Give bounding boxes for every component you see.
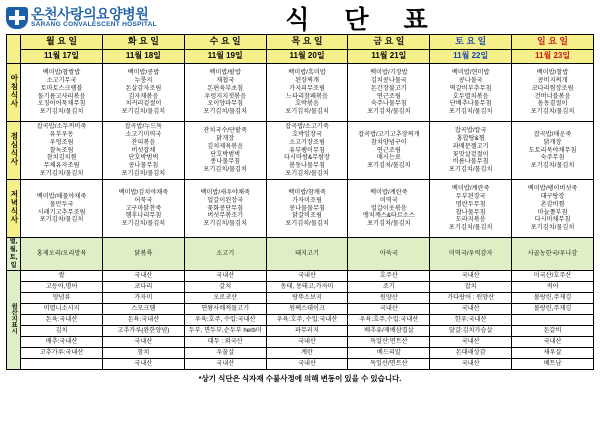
origin-cell-4-6 [512,314,594,325]
special-cell-3: 돼지고기 [266,238,348,271]
date-6: 11월 23일 [512,50,594,64]
breakfast-cell-1: 백미밥/콩밥 누룽지 돈살감자조림 김자채볶음 치커리겉절이 포기김치/물김치 [102,64,184,122]
lunch-label: 점심식사 [7,122,21,180]
origin-cell-7-3: 계란 [266,347,348,358]
origin-cell-3-4: 국내산 [348,303,430,314]
origin-cell-2-2: 오로코산 [184,292,266,303]
origin-cell-1-4: 조기 [348,281,430,292]
origin-row-1 [7,281,594,292]
special-cell-2: 소고기 [184,238,266,271]
origin-cell-6-6: 국내산 [512,336,594,347]
dinner-cell-2: 백미밥/새우야채죽 얼갈이된장국 꽃화콩단무침 버섯무볶조기 포기김치/물김치 [184,180,266,238]
origin-cell-0-0: 쌀 [21,270,103,281]
lunch-cell-0: 잡곡밥/소두꺼비죽 유부우동 우엉조림 찰녹조림 참치김치찜 무체유자조림 포기김치/물김치 [21,122,103,180]
origin-cell-2-1: 가자미 [102,292,184,303]
origin-cell-6-1: 국내산 [102,336,184,347]
lunch-cell-6: 잡곡밥/매운죽 닭개장 도토리묵야채무침 숙주무침 포기김치/물김치 [512,122,594,180]
origin-cell-1-2: 갈치 [184,281,266,292]
origin-cell-4-0: 돈육:국내산 [21,314,103,325]
origin-cell-3-5: 국내산 [430,303,512,314]
special-label: 별,월,토,일 [7,238,21,271]
origin-cell-6-4: 독일산:면트산 [348,336,430,347]
special-cell-0: 홍제오리/오리망육 [21,238,103,271]
day-name-0: 월 요 일 [21,35,103,50]
breakfast-cell-5: 백미밥/현미밥 콩나물국 떡갈비부추무침 호두멸치볶음 단배추나물무침 포기김치/물김치 [430,64,512,122]
dinner-label: 저녁식사 [7,180,21,238]
origin-label: 원산지표시 [7,270,21,369]
origin-cell-4-1: 돈육:국내산 [102,314,184,325]
dinner-cell-1: 백미밥/김치야채죽 어묵국 고구마닭찬죽 햄후나리무침 포기김치/물김치 [102,180,184,238]
origin-cell-6-2: 대두 : 외국산 [184,336,266,347]
medical-cross-shield-icon [6,7,28,29]
origin-cell-0-5: 국내산 [430,270,512,281]
date-1: 11월 18일 [102,50,184,64]
day-name-4: 금 요 일 [348,35,430,50]
breakfast-cell-4: 백미밥/기장밥 김치콩나물국 돈간장불고기 연근조림 숙주나물무침 포기김치/물김치 [348,64,430,122]
lunch-cell-5: 잡곡밥/칼국 홍합탕&찜 과매문젤고기 꽃맛살겉절이 비름나물무침 포기김치/물김치 [430,122,512,180]
date-0: 11월 17일 [21,50,103,64]
origin-cell-8-6: 베트남 [512,358,594,369]
origin-cell-1-6: 적어 [512,281,594,292]
origin-cell-5-5: 달걀:김치가슴살 [430,325,512,336]
origin-cell-2-0: 양념류 [21,292,103,303]
dinner-cell-3: 백미밥/참깨죽 가자미조림 콩나물물무침 닭갈비조림 포기김치/물김치 [266,180,348,238]
breakfast-row [7,64,594,122]
origin-cell-7-6: 새우살 [512,347,594,358]
origin-row-8 [7,358,594,369]
weekly-menu-table [6,34,594,370]
origin-cell-6-5: 국내산 [430,336,512,347]
dinner-cell-5: 백미밥/계란죽 두부된장국 명란두무침 찹나물무침 도라지볶음 포기김치/물김치 [430,180,512,238]
day-name-1: 화 요 일 [102,35,184,50]
date-2: 11월 19일 [184,50,266,64]
origin-cell-6-3: 국내산 [266,336,348,347]
breakfast-cell-0: 백미밥/찹쌀밥 소고기무국 토마토스크램블 돌기름고사리볶음 오징어어묵채무침 포기김치/물김치 [21,64,103,122]
hospital-name-kr: 온천사랑의요양병원 [31,6,149,23]
special-cell-1: 닭볶륙 [102,238,184,271]
origin-cell-8-1: 국내산 [102,358,184,369]
origin-cell-1-5: 잡치 [430,281,512,292]
origin-row-6 [7,336,594,347]
origin-cell-2-6: 볼랑린,주재깅 [512,292,594,303]
lunch-cell-1: 잡곡밥/누드독 소고기미역국 잔피볶음 버섯잡채 단호박범벅 콩나물무침 포기김치/물김치 [102,122,184,180]
origin-row-0 [7,270,594,281]
origin-cell-8-4: 독일산/면트산 [348,358,430,369]
date-5: 11월 22일 [430,50,512,64]
dinner-row [7,180,594,238]
lunch-cell-3: 잡곡밥/소고기죽 호박잎장국 소고기장조림 유부팽이무침 다시마쌈&무쌈장 봄동나물무침 포기김치/물김치 [266,122,348,180]
origin-cell-8-5: 국내산 [430,358,512,369]
breakfast-cell-2: 백미밥/팥밥 재첩국 돈편육부초침 우렁지지젓볶음 오이양파무침 포기김치/물김치 [184,64,266,122]
origin-cell-2-4: 원양산 [348,292,430,303]
origin-cell-1-1: 코다리 [102,281,184,292]
document-header [0,0,600,34]
origin-cell-4-4: 우육:호주,수입:국내산 [348,314,430,325]
date-3: 11월 20일 [266,50,348,64]
day-name-3: 목 요 일 [266,35,348,50]
day-name-5: 토 요 일 [430,35,512,50]
corner-cell [7,35,21,64]
origin-cell-7-0: 고추가루:국내산 [21,347,103,358]
special-cell-5: 미역국/우럭감자 [430,238,512,271]
special-meal-row [7,238,594,271]
origin-cell-7-4: 베드리알 [348,347,430,358]
origin-row-7 [7,347,594,358]
origin-cell-7-1: 참치 [102,347,184,358]
origin-cell-2-5: 가다랑어 : 원양산 [430,292,512,303]
origin-cell-2-3: 랑뚜소보지 [266,292,348,303]
hospital-branding [6,7,157,29]
lunch-row [7,122,594,180]
origin-row-5 [7,325,594,336]
date-row [7,50,594,64]
origin-cell-6-0: 배추:국내산 [21,336,103,347]
page-title: 식 단 표 [285,6,442,34]
origin-cell-3-1: 스모크햄 [102,303,184,314]
menu-table-body [7,35,594,370]
origin-row-3 [7,303,594,314]
lunch-cell-4: 잡곡밥/고기고추장찌개 참치양념구이 연근조림 매시는료 포기김치/물김치 [348,122,430,180]
origin-cell-3-3: 원팩스데이크 [266,303,348,314]
special-cell-4: 아욱국 [348,238,430,271]
origin-row-4 [7,314,594,325]
origin-cell-0-4: 호주산 [348,270,430,281]
breakfast-cell-6: 백미밥/찰밥 콩비지찌개 코다리찜장조림 건버너블볶음 돔동곁절이 포기김치/물김치 [512,64,594,122]
origin-cell-8-2: 국내산 [184,358,266,369]
dinner-cell-6: 백미밥/팽이버섯죽 대구탕장 촌감비찜 마늘쫄부침 다시마채무침 포기김치/물김치 [512,180,594,238]
origin-cell-4-3: 우육:호주, 수입:국내산 [266,314,348,325]
lunch-cell-2: 잔치국수/단팥죽 닭개장 김치제육볶음 단호박범벅 종나물무침 포기김치/물김치 [184,122,266,180]
origin-cell-3-6: 볼랑린,주재깅 [512,303,594,314]
dinner-cell-0: 백미밥/해물야채죽 물만두국 시래기고추무조림 포기김치/물김치 [21,180,103,238]
breakfast-label: 아침식사 [7,64,21,122]
origin-cell-5-0: 김치 [21,325,103,336]
origin-cell-5-4: 배추유/재배삼겹살 [348,325,430,336]
origin-cell-0-6: 미국산/호주산 [512,270,594,281]
origin-cell-4-5: 한우:국내산 [430,314,512,325]
origin-cell-8-3: 국내산 [266,358,348,369]
origin-cell-1-3: 동태, 동태고,가자미 [266,281,348,292]
date-4: 11월 21일 [348,50,430,64]
dinner-cell-4: 백미밥/계란죽 미역국 얼갈이옷볶음 맹치깨스&타르소스 포기김치/물김치 [348,180,430,238]
special-cell-6: 사골농한국/우나감 [512,238,594,271]
origin-cell-3-2: 연왕사메적물고기 [184,303,266,314]
origin-cell-0-3: 국내산 [266,270,348,281]
origin-cell-4-2: 우육:호주, 수입:국내산 [184,314,266,325]
day-name-2: 수 요 일 [184,35,266,50]
origin-cell-1-0: 고등어,명어 [21,281,103,292]
origin-cell-7-2: 우꿀살 [184,347,266,358]
origin-cell-5-2: 두부, 면두부,순두부 herb미 [184,325,266,336]
footnote: *상기 식단은 식자재 수불사정에 의해 변동이 있을 수 있습니다. [198,373,402,383]
origin-cell-7-5: 돈대래상감 [430,347,512,358]
origin-cell-5-3: 파무러지 [266,325,348,336]
day-name-row [7,35,594,50]
day-name-6: 일 요 일 [512,35,594,50]
hospital-name-en: SARANG CONVALESCENT HOSPITAL [31,21,157,29]
origin-cell-0-1: 국내산 [102,270,184,281]
origin-cell-5-6: 돈갈비 [512,325,594,336]
origin-cell-8-0 [21,358,103,369]
origin-cell-5-1: 고추가루(완한양념) [102,325,184,336]
breakfast-cell-3: 백미밥/흑미밥 된장찌개 가지피무조림 느타리참페볶음 호박볶음 포기김치/물김치 [266,64,348,122]
origin-row-2 [7,292,594,303]
origin-cell-0-2: 국내산 [184,270,266,281]
origin-cell-3-0: 비멸니소시지 [21,303,103,314]
